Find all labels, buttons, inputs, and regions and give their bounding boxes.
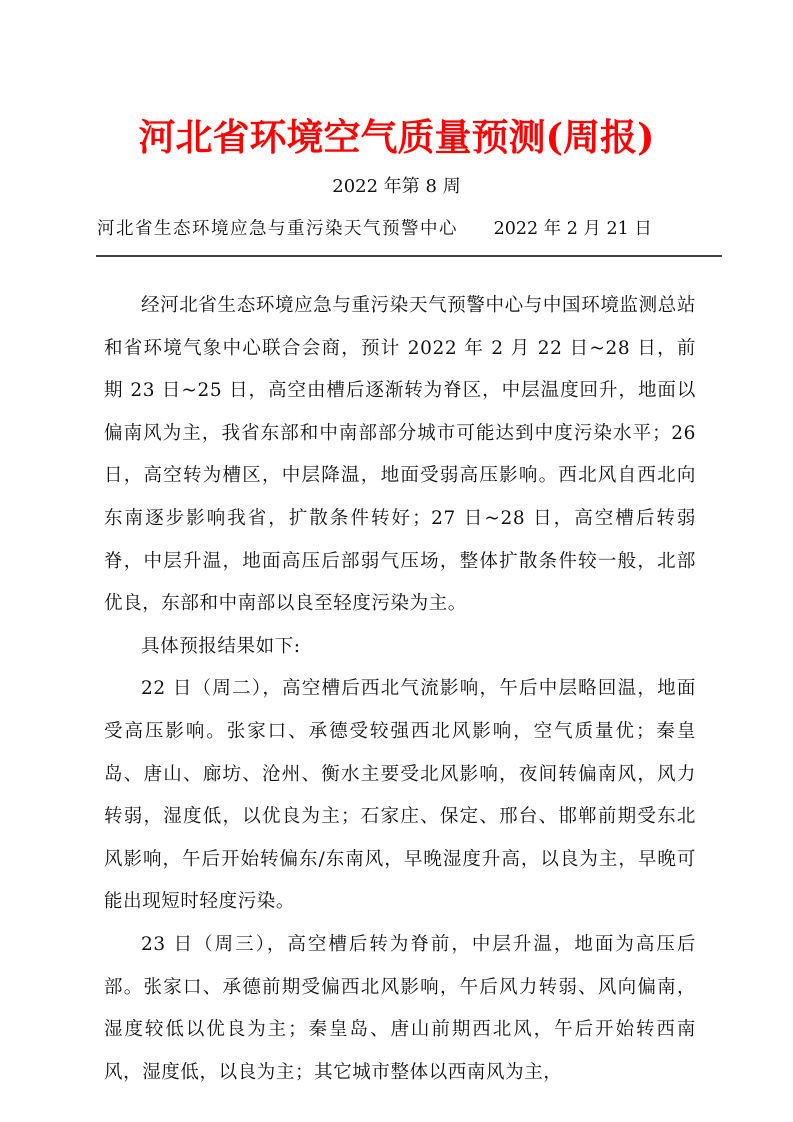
header-divider [96, 255, 722, 257]
paragraph-intro: 具体预报结果如下: [141, 635, 301, 657]
document-title: 河北省环境空气质量预测(周报) [138, 115, 655, 159]
issue-date: 2022 年 2 月 21 日 [493, 219, 652, 239]
paragraph-day-22: 22 日（周二），高空槽后西北气流影响，午后中层略回温，地面受高压影响。张家口、承德受较强西北风影响，空气质量优；秦皇岛、唐山、廊坊、沧州、衡水主要受北风影响，夜间转偏南风，风力转弱，湿度低，以优良为主；石家庄、保定、邢台、邯郸前期受东北风影响，午后开始转偏东/东南风，早晚湿度升高，以良为主，早晚可能出现短时轻度污染。 [104, 678, 696, 913]
paragraph-day-23: 23 日（周三），高空槽后转为脊前，中层升温，地面为高压后部。张家口、承德前期受偏西北风影响，午后风力转弱、风向偏南，湿度较低以优良为主；秦皇岛、唐山前期西北风，午后开始转西南风，湿度低，以良为主；其它城市整体以西南风为主， [104, 933, 696, 1083]
issue-number: 2022 年第 8 周 [332, 176, 461, 197]
paragraph-overview: 经河北省生态环境应急与重污染天气预警中心与中国环境监测总站和省环境气象中心联合会商，预计 2022 年 2 月 22 日~28 日，前期 23 日~25 日，高空由槽后逐渐转为脊区，中层温度回升，地面以偏南风为主，我省东部和中南部部分城市可能达到中度污染水平；26 日，高空转为槽区，中层降温，地面受弱高压影响。西北风自西北向东南逐步影响我省，扩散条件转好；27 日~28 日，高空槽后转弱脊，中层升温，地面高压后部弱气压场，整体扩散条件较一般，北部优良，东部和中南部以良至轻度污染为主。 [104, 295, 696, 615]
issuing-organization: 河北省生态环境应急与重污染天气预警中心 [97, 219, 458, 239]
document-meta [97, 216, 717, 242]
document-body [104, 285, 696, 1094]
